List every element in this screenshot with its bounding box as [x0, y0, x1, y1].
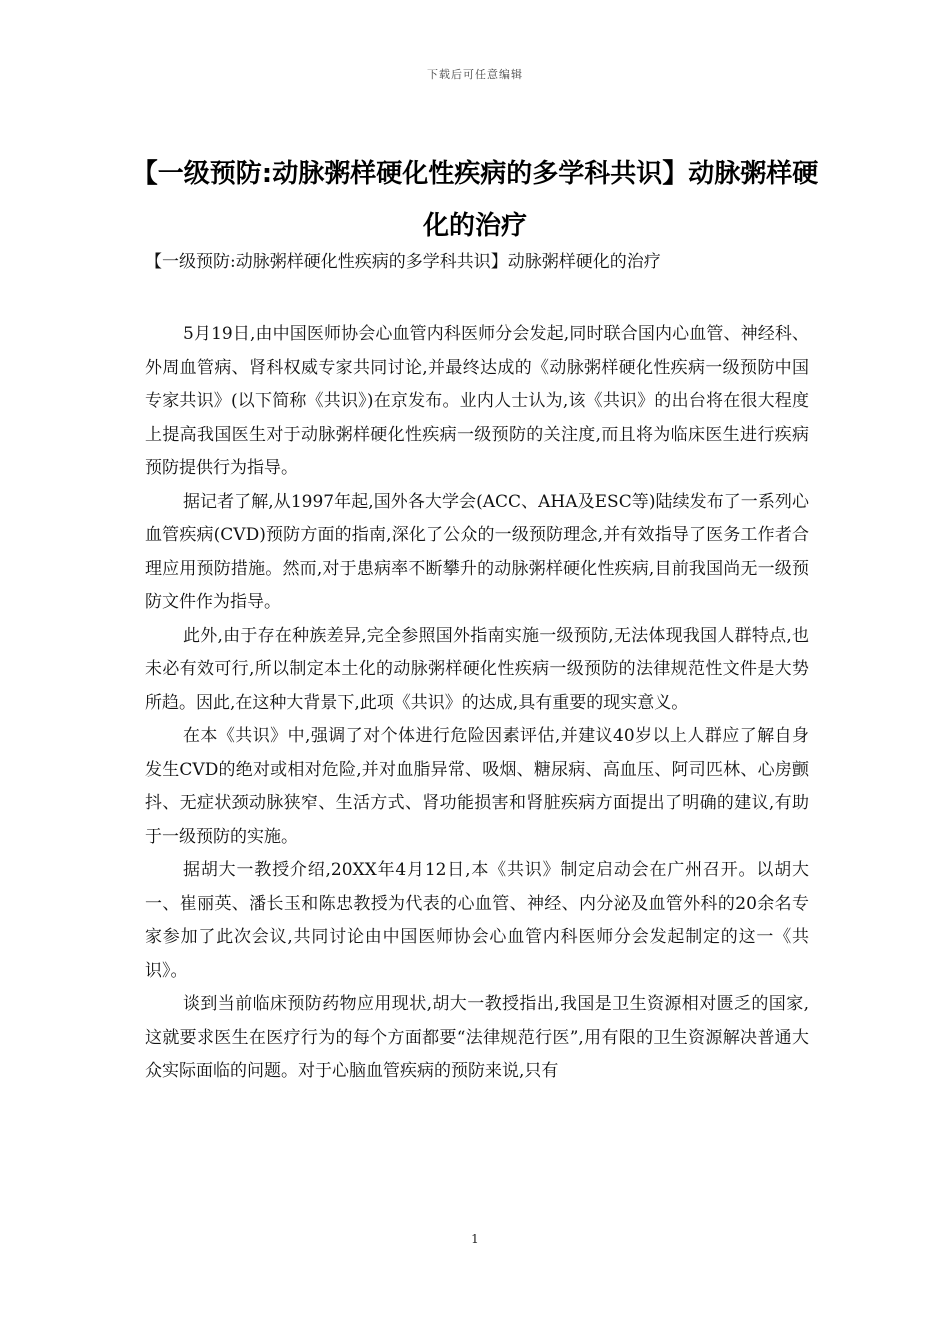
- paragraph-3: 此外,由于存在种族差异,完全参照国外指南实施一级预防,无法体现我国人群特点,也未必有效可行,所以制定本土化的动脉粥样硬化性疾病一级预防的法律规范性文件是大势所趋。因此,在这种大背景下,此项《共识》的达成,具有重要的现实意义。: [145, 625, 809, 713]
- document-title: 【一级预防:动脉粥样硬化性疾病的多学科共识】动脉粥样硬化的治疗: [131, 159, 819, 241]
- paragraph-2: 据记者了解,从1997年起,国外各大学会(ACC、AHA及ESC等)陆续发布了一系列心血管疾病(CVD)预防方面的指南,深化了公众的一级预防理念,并有效指导了医务工作者合理应用预防措施。然而,对于患病率不断攀升的动脉粥样硬化性疾病,目前我国尚无一级预防文件作为指导。: [145, 491, 809, 612]
- document-subtitle: 【一级预防:动脉粥样硬化性疾病的多学科共识】动脉粥样硬化的治疗: [145, 252, 661, 272]
- paragraph-5: 据胡大一教授介绍,20XX年4月12日,本《共识》制定启动会在广州召开。以胡大一、崔丽英、潘长玉和陈忠教授为代表的心血管、神经、内分泌及血管外科的20余名专家参加了此次会议,共同讨论由中国医师协会心血管内科医师分会发起制定的这一《共识》。: [145, 860, 809, 981]
- page-number: 1: [471, 1232, 479, 1246]
- page-header-note: 下载后可任意编辑: [427, 68, 523, 81]
- document-body: [145, 318, 809, 1089]
- paragraph-4: 在本《共识》中,强调了对个体进行危险因素评估,并建议40岁以上人群应了解自身发生CVD的绝对或相对危险,并对血脂异常、吸烟、糖尿病、高血压、阿司匹林、心房颤抖、无症状颈动脉狭窄、生活方式、肾功能损害和肾脏疾病方面提出了明确的建议,有助于一级预防的实施。: [145, 726, 809, 847]
- paragraph-6: 谈到当前临床预防药物应用现状,胡大一教授指出,我国是卫生资源相对匮乏的国家,这就要求医生在医疗行为的每个方面都要“法律规范行医”,用有限的卫生资源解决普通大众实际面临的问题。对于心脑血管疾病的预防来说,只有: [145, 994, 809, 1081]
- paragraph-1: 5月19日,由中国医师协会心血管内科医师分会发起,同时联合国内心血管、神经科、外周血管病、肾科权威专家共同讨论,并最终达成的《动脉粥样硬化性疾病一级预防中国专家共识》(以下简称《共识》)在京发布。业内人士认为,该《共识》的出台将在很大程度上提高我国医生对于动脉粥样硬化性疾病一级预防的关注度,而且将为临床医生进行疾病预防提供行为指导。: [145, 324, 809, 478]
